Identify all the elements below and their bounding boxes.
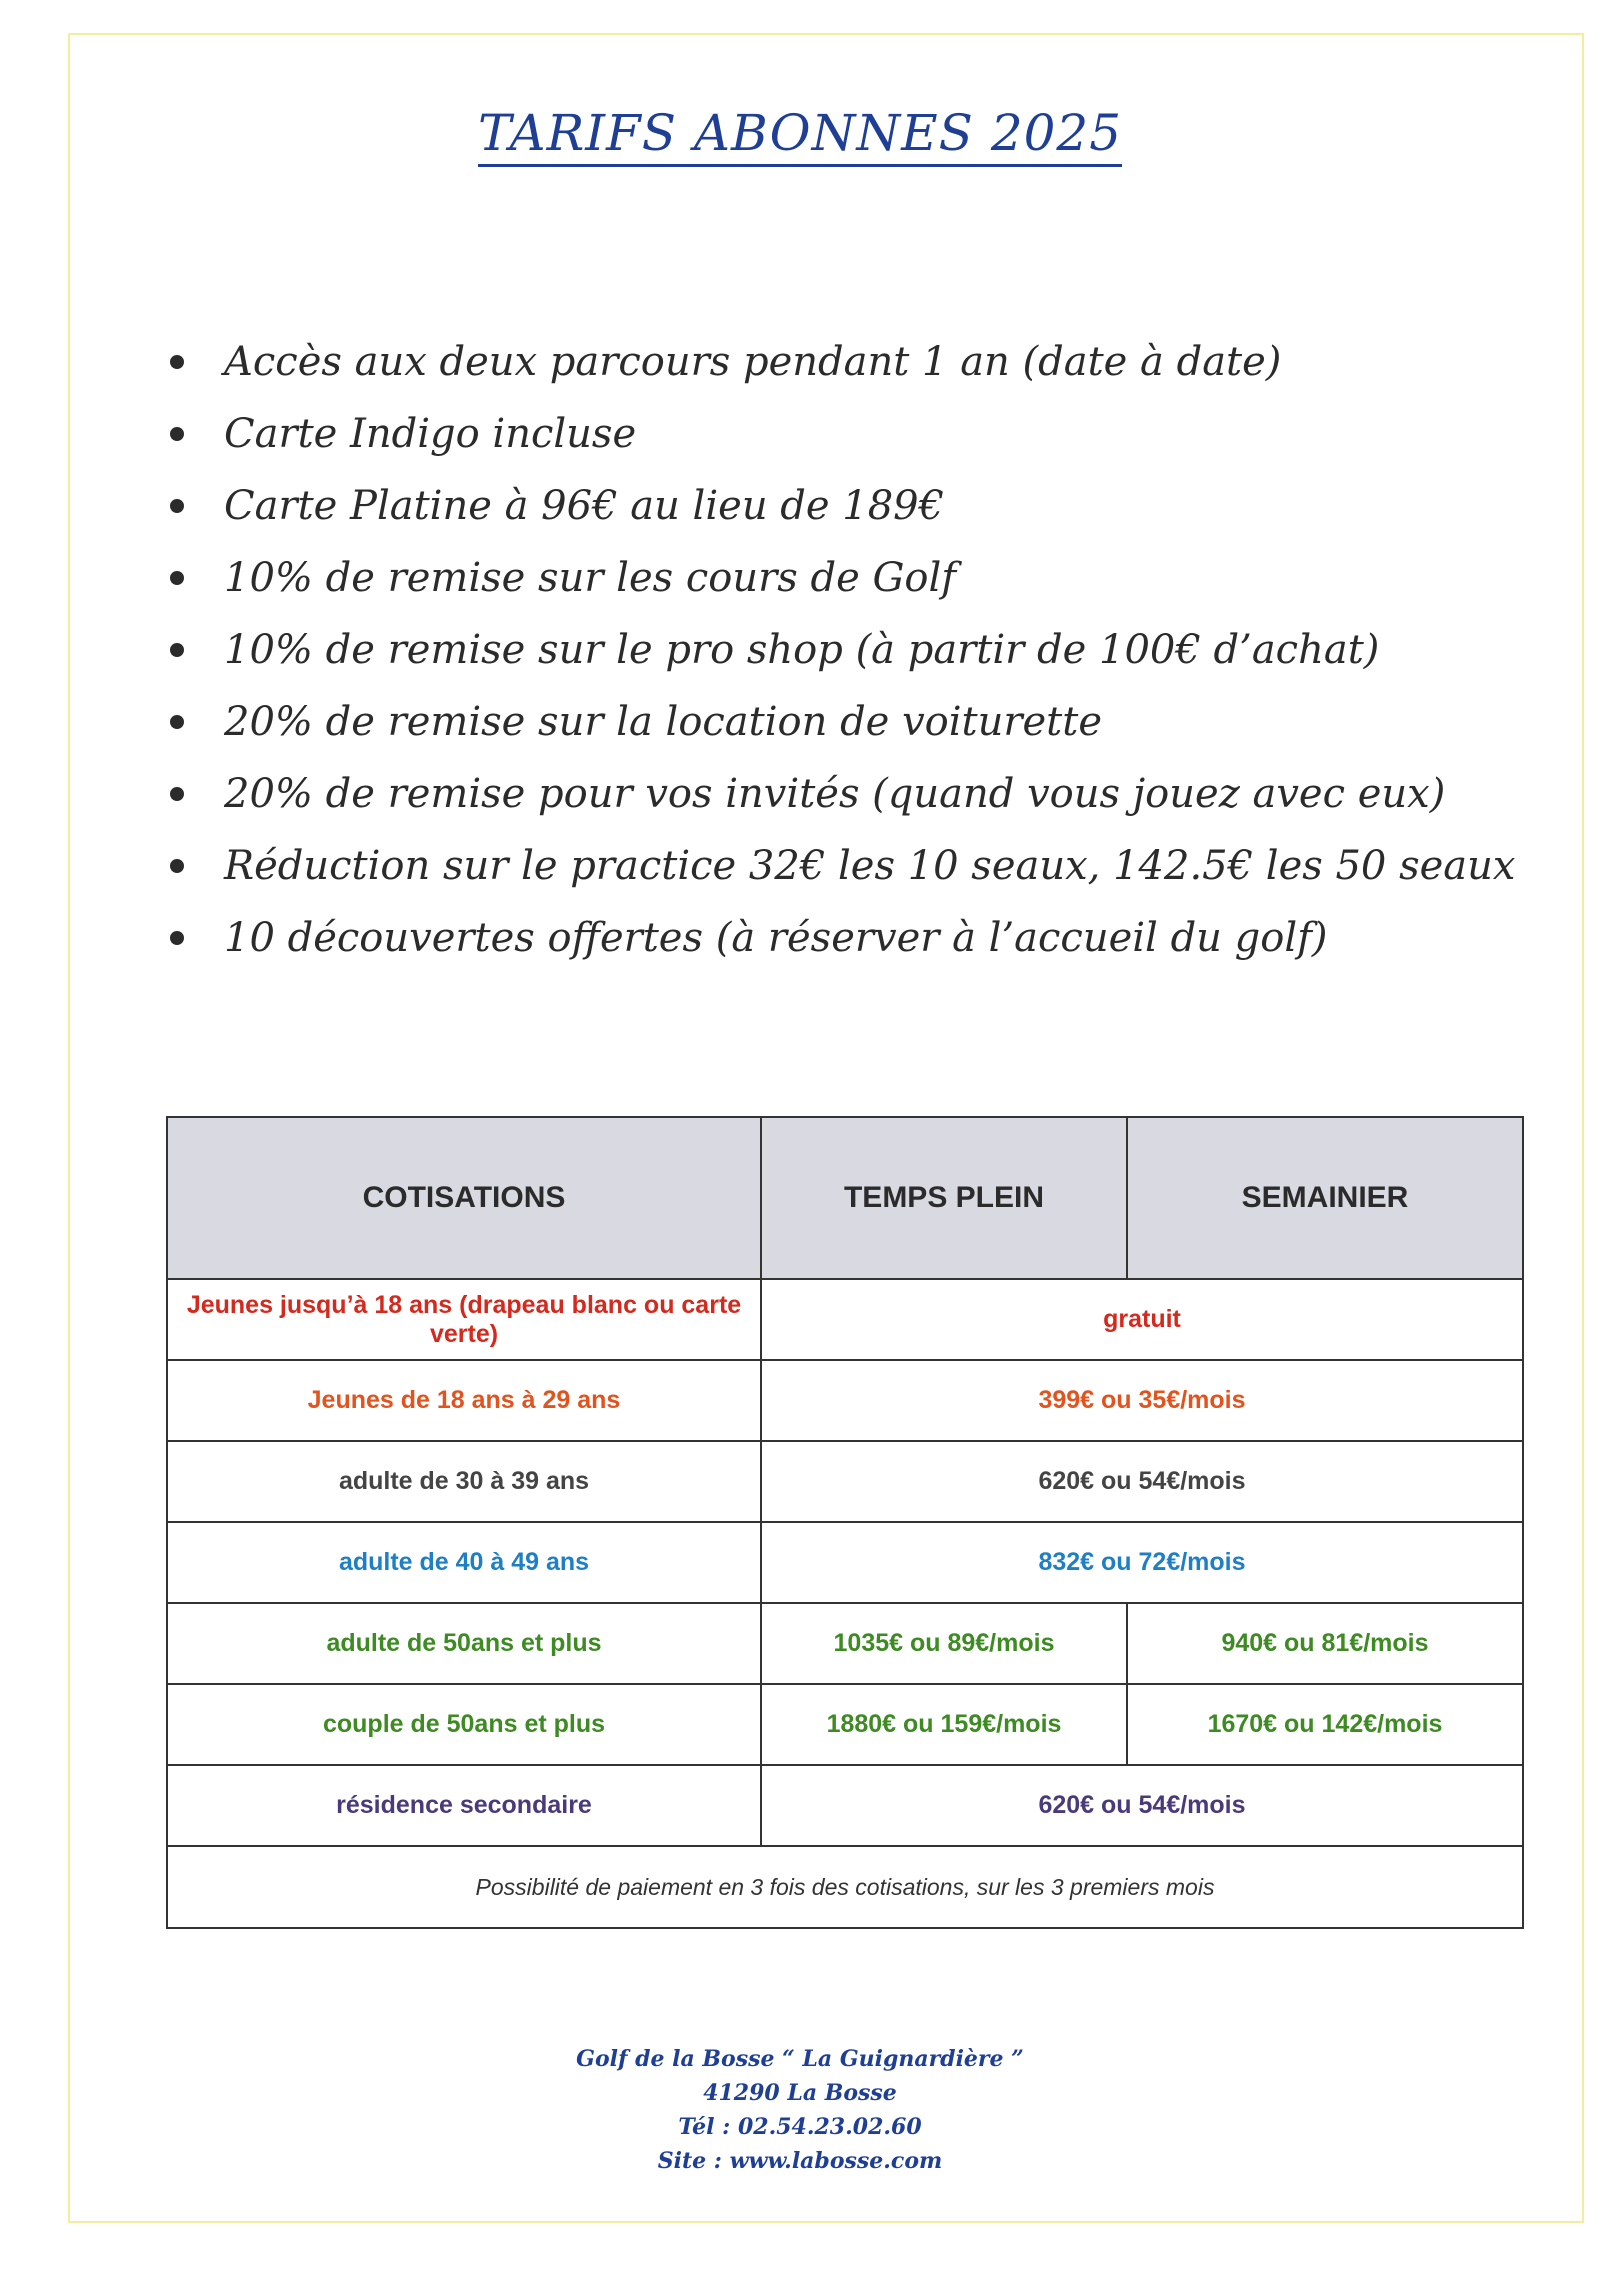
club-name: Golf de la Bosse “ La Guignardière ” (576, 2046, 1024, 2072)
list-item (170, 686, 1500, 758)
club-website: Site : www.labosse.com (657, 2148, 943, 2174)
row-price-full: 1880€ ou 159€/mois (761, 1684, 1127, 1765)
bullet-icon (170, 787, 184, 801)
list-item (170, 398, 1500, 470)
payment-footnote: Possibilité de paiement en 3 fois des cotisations, sur les 3 premiers mois (167, 1846, 1523, 1928)
table-header-row (167, 1117, 1523, 1279)
list-item (170, 470, 1500, 542)
club-phone: Tél : 02.54.23.02.60 (678, 2114, 922, 2140)
list-item (170, 542, 1500, 614)
perk-text: 20% de remise sur la location de voiturette (224, 699, 1102, 745)
row-price-full: 1035€ ou 89€/mois (761, 1603, 1127, 1684)
list-item (170, 830, 1516, 902)
table-row (167, 1765, 1523, 1846)
row-price-week: 940€ ou 81€/mois (1127, 1603, 1523, 1684)
bullet-icon (170, 859, 184, 873)
row-price: 620€ ou 54€/mois (761, 1441, 1523, 1522)
row-label: résidence secondaire (167, 1765, 761, 1846)
list-item (170, 614, 1500, 686)
perk-text: Carte Platine à 96€ au lieu de 189€ (224, 483, 945, 529)
table-row (167, 1522, 1523, 1603)
perk-text: 20% de remise pour vos invités (quand vous jouez avec eux) (224, 771, 1446, 817)
column-header-semainier: SEMAINIER (1127, 1117, 1523, 1279)
perk-text: Réduction sur le practice 32€ les 10 seaux, 142.5€ les 50 seaux (224, 843, 1516, 889)
list-item (170, 902, 1500, 974)
row-price: gratuit (761, 1279, 1523, 1360)
perk-text: 10 découvertes offertes (à réserver à l’accueil du golf) (224, 915, 1328, 961)
row-label: adulte de 30 à 39 ans (167, 1441, 761, 1522)
row-label: couple de 50ans et plus (167, 1684, 761, 1765)
bullet-icon (170, 643, 184, 657)
perk-text: Carte Indigo incluse (224, 411, 637, 457)
bullet-icon (170, 715, 184, 729)
club-address: 41290 La Bosse (703, 2080, 897, 2106)
page-title: TARIFS ABONNES 2025 (0, 104, 1600, 162)
table-footnote-row (167, 1846, 1523, 1928)
perk-text: 10% de remise sur les cours de Golf (224, 555, 957, 601)
pricing-table (166, 1116, 1524, 1929)
row-price: 399€ ou 35€/mois (761, 1360, 1523, 1441)
bullet-icon (170, 427, 184, 441)
row-price: 832€ ou 72€/mois (761, 1522, 1523, 1603)
column-header-temps-plein: TEMPS PLEIN (761, 1117, 1127, 1279)
bullet-icon (170, 499, 184, 513)
row-price: 620€ ou 54€/mois (761, 1765, 1523, 1846)
table-row (167, 1603, 1523, 1684)
table-row (167, 1441, 1523, 1522)
perk-text: Accès aux deux parcours pendant 1 an (date à date) (224, 339, 1282, 385)
perks-list (170, 326, 1516, 974)
row-label: adulte de 40 à 49 ans (167, 1522, 761, 1603)
row-label: Jeunes de 18 ans à 29 ans (167, 1360, 761, 1441)
list-item (170, 326, 1500, 398)
row-label: adulte de 50ans et plus (167, 1603, 761, 1684)
table-row (167, 1684, 1523, 1765)
row-price-week: 1670€ ou 142€/mois (1127, 1684, 1523, 1765)
column-header-cotisations: COTISATIONS (167, 1117, 761, 1279)
bullet-icon (170, 355, 184, 369)
perk-text: 10% de remise sur le pro shop (à partir de 100€ d’achat) (224, 627, 1380, 673)
bullet-icon (170, 931, 184, 945)
table-row (167, 1279, 1523, 1360)
footer-contact (0, 2042, 1600, 2178)
row-label: Jeunes jusqu’à 18 ans (drapeau blanc ou carte verte) (167, 1279, 761, 1360)
table-row (167, 1360, 1523, 1441)
list-item (170, 758, 1500, 830)
bullet-icon (170, 571, 184, 585)
